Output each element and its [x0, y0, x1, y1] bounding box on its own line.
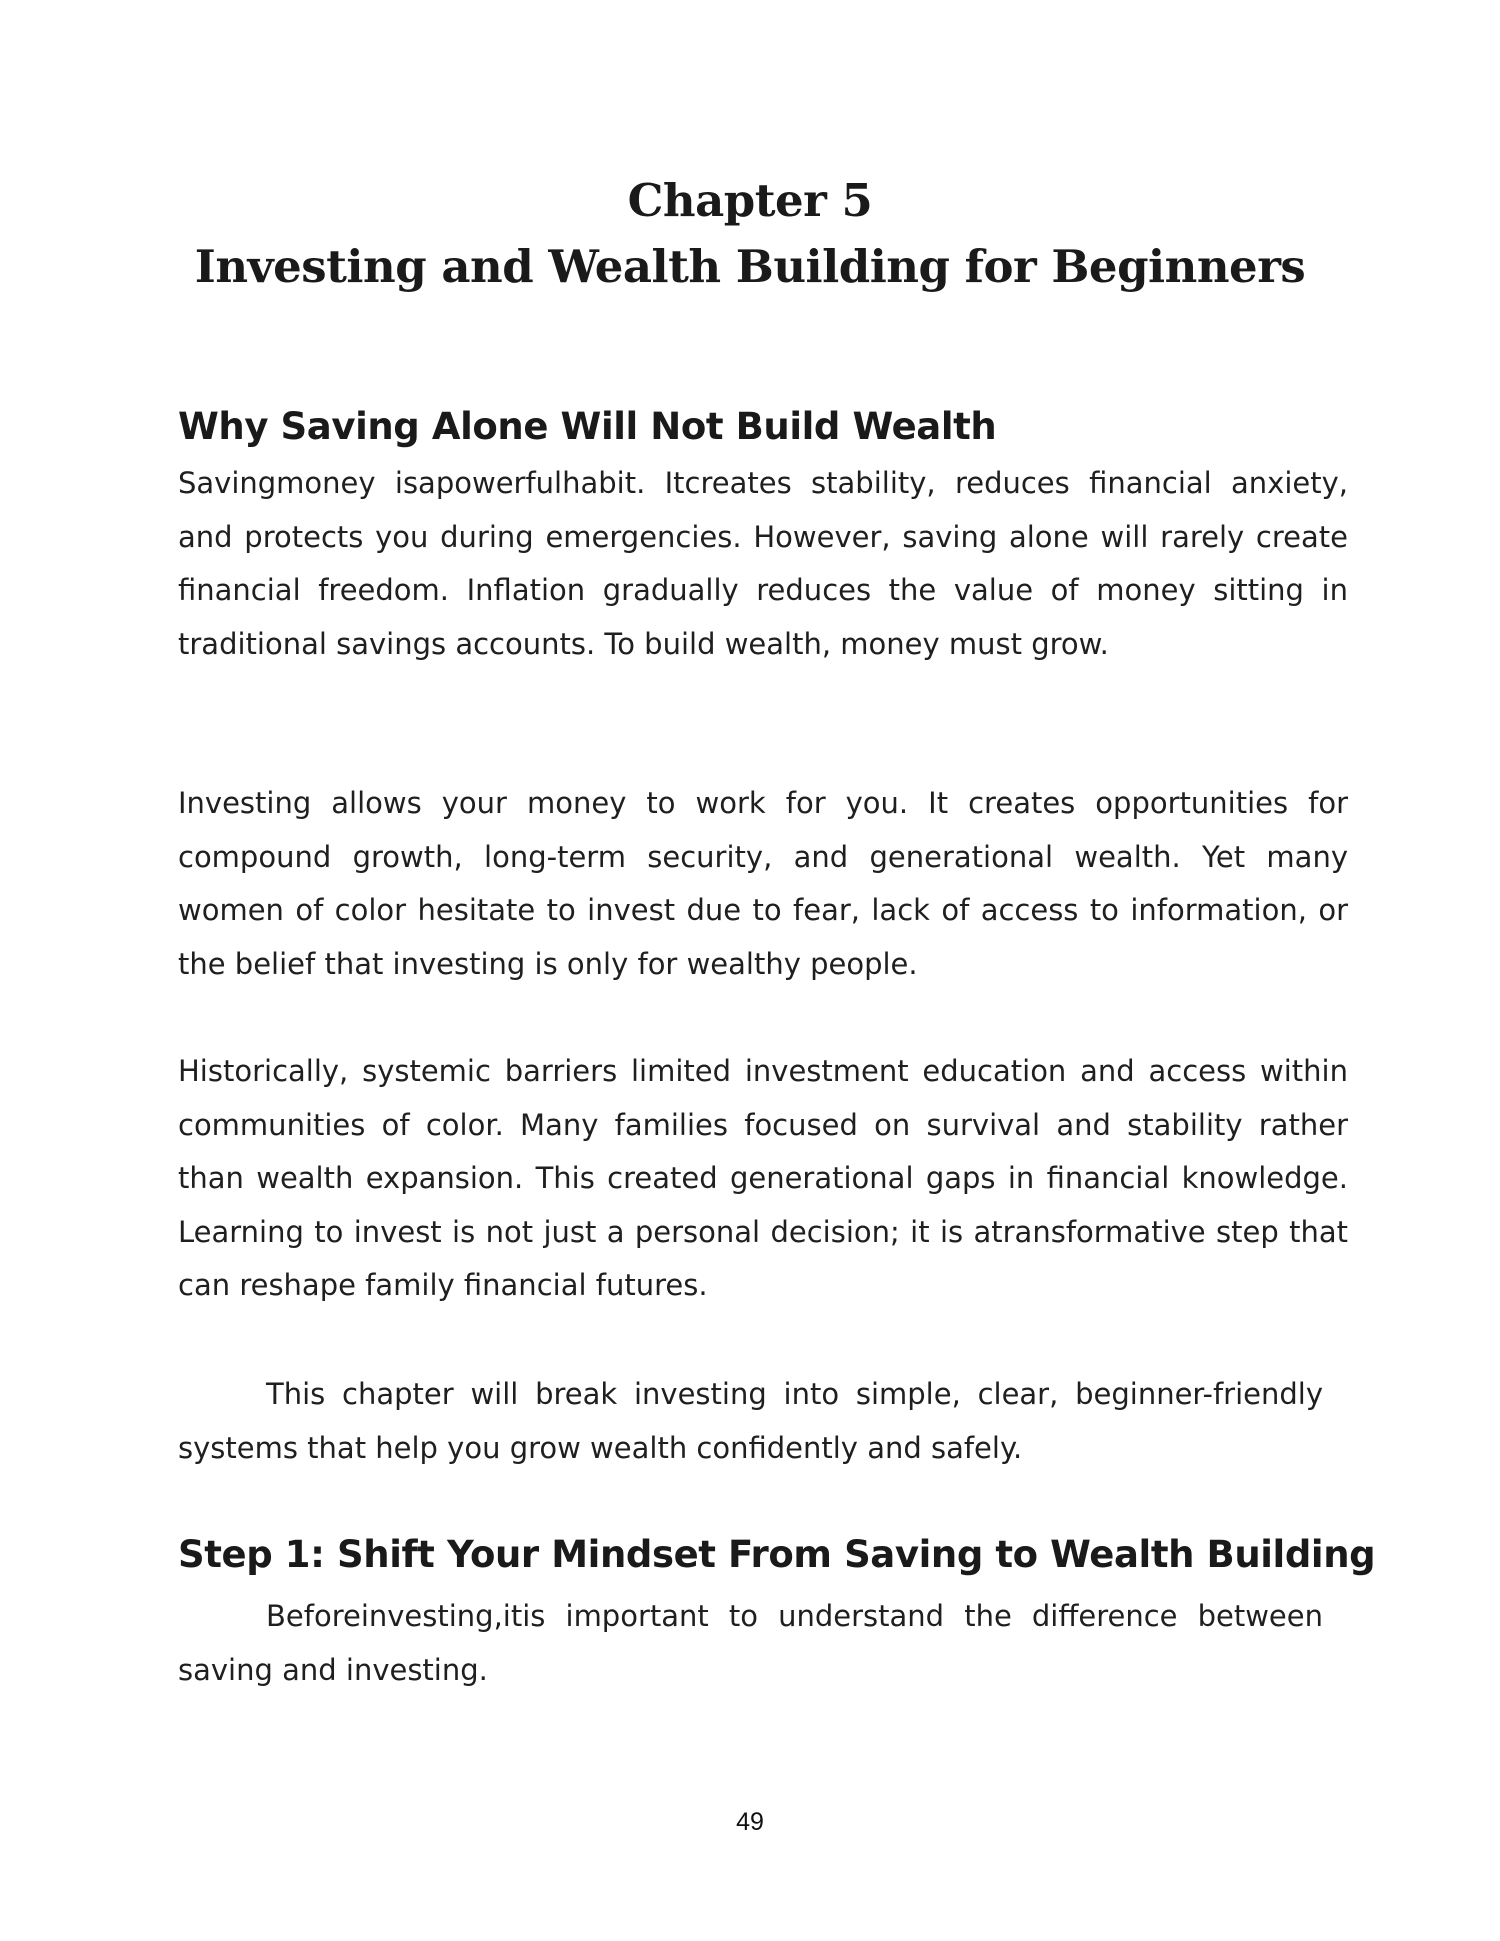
paragraph-chapter-overview: This chapter will break investing into simple, clear, beginner-friendly systems that help you grow wealth confidently and safely. [178, 1377, 1323, 1465]
chapter-number: Chapter 5 [627, 174, 873, 227]
chapter-title: Investing and Wealth Building for Beginners [194, 240, 1306, 293]
section-heading-why-saving: Why Saving Alone Will Not Build Wealth [178, 405, 997, 448]
page-number: 49 [736, 1808, 764, 1836]
paragraph-investing-benefits: Investing allows your money to work for you. It creates opportunities for compound growth, long-term security, and generational wealth. Yet many women of color hesitate to invest due to fear, lack of access to information, or the belief that investing is only for wealthy people. [178, 786, 1348, 981]
paragraph-saving-vs-investing: Beforeinvesting,itis important to understand the difference between saving and investing. [178, 1599, 1323, 1687]
chapter-heading [0, 168, 1500, 300]
paragraph-saving-habit: Savingmoney isapowerfulhabit. Itcreates stability, reduces financial anxiety, and protects you during emergencies. However, saving alone will rarely create financial freedom. Inflation gradually reduces the value of money sitting in traditional savings accounts. To build wealth, money must grow. [178, 466, 1348, 661]
paragraph-historical-barriers: Historically, systemic barriers limited investment education and access within communities of color. Many families focused on survival and stability rather than wealth expansion. This created generational gaps in financial knowledge. Learning to invest is not just a personal decision; it is atransformative step that can reshape family financial futures. [178, 1054, 1348, 1302]
section-heading-step-1: Step 1: Shift Your Mindset From Saving to Wealth Building [178, 1533, 1376, 1576]
